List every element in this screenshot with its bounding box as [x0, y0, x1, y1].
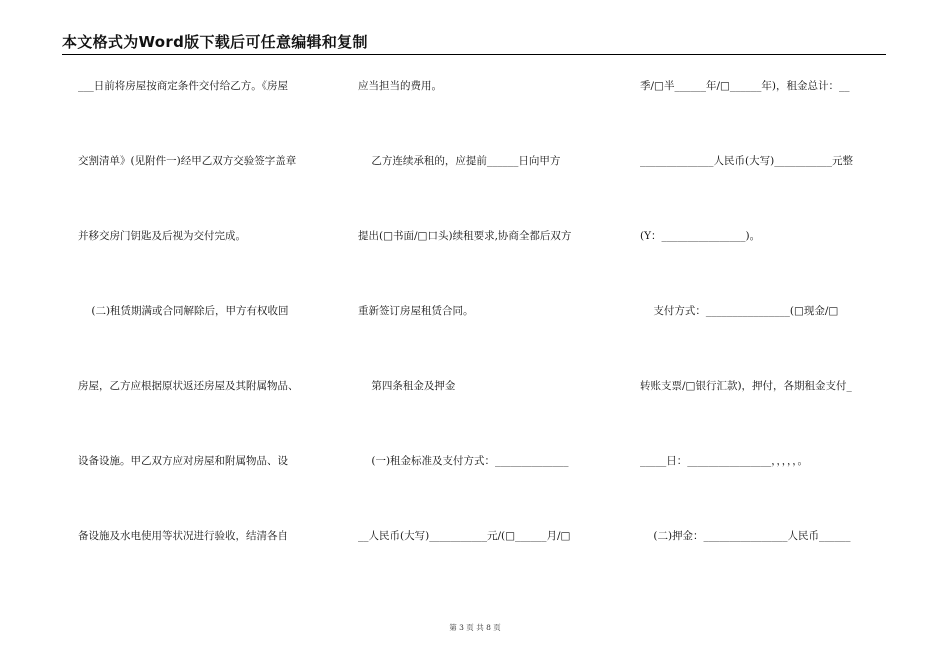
section-heading: 第四条租金及押金: [358, 380, 456, 392]
text-line: 乙方连续承租的，应提前______日向甲方: [358, 155, 561, 167]
text-line: 备设施及水电使用等状况进行验收，结清各自: [78, 530, 288, 542]
text-line: 并移交房门钥匙及后视为交付完成。: [78, 230, 246, 242]
page-header: [62, 32, 886, 55]
text-line: ___日前将房屋按商定条件交付给乙方。《房屋: [78, 80, 288, 92]
text-line: 转账支票/□银行汇款)，押付，各期租金支付_: [640, 380, 852, 392]
text-line: 应当担当的费用。: [358, 80, 442, 92]
text-line: 交割清单》(见附件一)经甲乙双方交验签字盖章: [78, 155, 297, 167]
text-line: __人民币(大写)___________元/(□______月/□: [358, 530, 571, 542]
header-title: 本文格式为Word版下载后可任意编辑和复制: [62, 33, 368, 51]
text-line: (二)租赁期满或合同解除后，甲方有权收回: [78, 305, 289, 317]
text-line: 房屋，乙方应根据原状返还房屋及其附属物品、: [78, 380, 299, 392]
text-line: (Y：________________)。: [640, 230, 761, 242]
text-line: (一)租金标准及支付方式：______________: [358, 455, 569, 467]
text-line: ______________人民币(大写)___________元整: [640, 155, 853, 167]
text-line: 重新签订房屋租赁合同。: [358, 305, 474, 317]
page-number: 第 3 页 共 8 页: [449, 623, 501, 632]
text-line: _____日：________________，，，，，。: [640, 455, 808, 467]
text-line: 提出(□书面/□口头)续租要求,协商全都后双方: [358, 230, 572, 242]
text-line: 支付方式：________________(□现金/□: [640, 305, 839, 317]
text-line: 设备设施。甲乙双方应对房屋和附属物品、设: [78, 455, 288, 467]
text-line: 季/□半______年/□______年)，租金总计：__: [640, 80, 850, 92]
text-line: (二)押金：________________人民币______: [640, 530, 851, 542]
